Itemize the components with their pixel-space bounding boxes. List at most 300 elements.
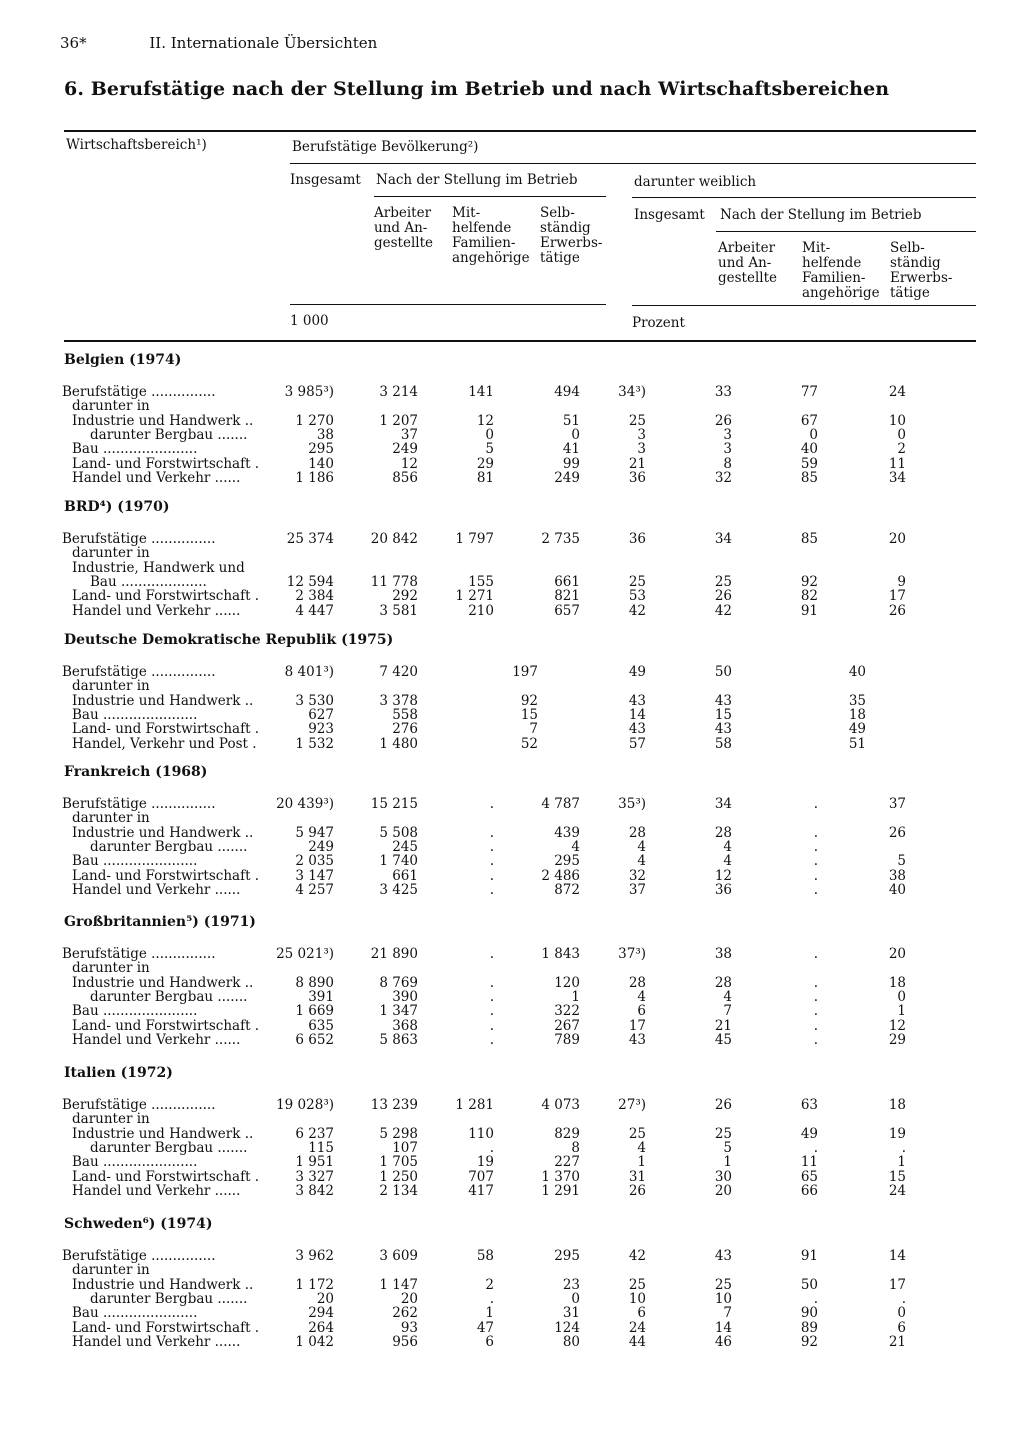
cell-c6: 58	[714, 736, 732, 752]
cell-c7: 91	[800, 603, 818, 619]
row-label: Land- und Forstwirtschaft .	[72, 588, 260, 604]
col-insgesamt: Insgesamt	[290, 172, 361, 188]
cell-c2: 3 425	[379, 882, 418, 898]
row-label: Industrie und Handwerk ..	[72, 825, 254, 841]
table-row	[0, 722, 1024, 736]
table-row	[0, 1141, 1024, 1155]
cell-c5: 4	[637, 853, 646, 869]
cell-c2: 5 508	[379, 825, 418, 841]
cell-c1: 3 842	[295, 1183, 334, 1199]
row-label: Bau ......................	[72, 1305, 198, 1321]
section-heading: Schweden⁶) (1974)	[64, 1216, 213, 1232]
row-label: Handel und Verkehr ......	[72, 470, 241, 486]
cell-c7: .	[813, 868, 818, 884]
cell-c1: 2 035	[295, 853, 334, 869]
cell-c5: 17	[628, 1018, 646, 1034]
cell-c78: 18	[848, 707, 866, 723]
cell-c2: 661	[392, 868, 418, 884]
cell-c7: 85	[800, 531, 818, 547]
cell-c8: 38	[888, 868, 906, 884]
cell-c3: .	[489, 882, 494, 898]
cell-c3: 155	[468, 574, 494, 590]
row-label: darunter in	[72, 678, 150, 694]
section-heading: Großbritannien⁵) (1971)	[64, 914, 256, 930]
table-row	[0, 1263, 1024, 1277]
table-row	[0, 869, 1024, 883]
col-wirtschaftsbereich: Wirtschaftsbereich¹)	[66, 137, 207, 153]
cell-c2: 1 207	[379, 413, 418, 429]
row-label: Berufstätige ...............	[62, 664, 216, 680]
cell-c4: 295	[554, 853, 580, 869]
table-row	[0, 561, 1024, 575]
cell-c8: 10	[888, 413, 906, 429]
cell-c3: .	[489, 1003, 494, 1019]
cell-c7: .	[813, 853, 818, 869]
cell-c7: 85	[800, 470, 818, 486]
cell-c1: 8 401³)	[284, 664, 334, 680]
cell-c3: 110	[468, 1126, 494, 1142]
table-row	[0, 1112, 1024, 1126]
cell-c7: .	[813, 946, 818, 962]
cell-c4: 295	[554, 1248, 580, 1264]
cell-c2: 368	[392, 1018, 418, 1034]
rule-under-nach-weiblich	[716, 231, 976, 232]
table-row	[0, 694, 1024, 708]
cell-c3: 5	[485, 441, 494, 457]
cell-c4: 51	[562, 413, 580, 429]
cell-c5: 25	[628, 574, 646, 590]
row-label: darunter Bergbau .......	[90, 1140, 248, 1156]
cell-c8: 29	[888, 1032, 906, 1048]
cell-c5: 10	[628, 1291, 646, 1307]
cell-c1: 1 532	[295, 736, 334, 752]
cell-c7: 77	[800, 384, 818, 400]
cell-c4: 249	[554, 470, 580, 486]
cell-c6: 26	[714, 588, 732, 604]
table-row	[0, 826, 1024, 840]
cell-c2: 15 215	[370, 796, 418, 812]
cell-c4: 2 486	[541, 868, 580, 884]
cell-c3: .	[489, 1291, 494, 1307]
cell-c5: 14	[628, 707, 646, 723]
cell-c7: 63	[800, 1097, 818, 1113]
row-label: Berufstätige ...............	[62, 384, 216, 400]
cell-c6: 1	[723, 1154, 732, 1170]
row-label: Bau ......................	[72, 1154, 198, 1170]
table-row	[0, 1335, 1024, 1349]
cell-c6: 4	[723, 853, 732, 869]
cell-c1: 3 962	[295, 1248, 334, 1264]
cell-c2: 262	[392, 1305, 418, 1321]
cell-c7: .	[813, 796, 818, 812]
cell-c5: 44	[628, 1334, 646, 1350]
cell-c2: 2 134	[379, 1183, 418, 1199]
row-label: Berufstätige ...............	[62, 946, 216, 962]
cell-c1: 19 028³)	[276, 1097, 334, 1113]
table-row	[0, 1278, 1024, 1292]
table-row	[0, 1170, 1024, 1184]
cell-c6: 3	[723, 441, 732, 457]
cell-c4: 1	[571, 989, 580, 1005]
cell-c3: .	[489, 839, 494, 855]
cell-c8: 17	[888, 588, 906, 604]
row-label: Handel und Verkehr ......	[72, 1183, 241, 1199]
cell-c6: 34	[714, 531, 732, 547]
cell-c2: 3 609	[379, 1248, 418, 1264]
table-row	[0, 399, 1024, 413]
row-label: Land- und Forstwirtschaft .	[72, 1018, 260, 1034]
cell-c2: 1 250	[379, 1169, 418, 1185]
col-mithelfende-weiblich: Mit- helfende Familien- angehörige	[802, 240, 880, 301]
cell-c8: 37	[888, 796, 906, 812]
table-row	[0, 990, 1024, 1004]
cell-c8: 0	[897, 989, 906, 1005]
cell-c1: 2 384	[295, 588, 334, 604]
cell-c8: 0	[897, 1305, 906, 1321]
cell-c3: 707	[468, 1169, 494, 1185]
row-label: Industrie und Handwerk ..	[72, 1126, 254, 1142]
cell-c3: 1 271	[455, 588, 494, 604]
cell-c6: 8	[723, 456, 732, 472]
cell-c4: 0	[571, 427, 580, 443]
cell-c1: 1 669	[295, 1003, 334, 1019]
cell-c4: 821	[554, 588, 580, 604]
cell-c34: 92	[520, 693, 538, 709]
cell-c7: .	[813, 1291, 818, 1307]
cell-c3: .	[489, 1140, 494, 1156]
cell-c7: 11	[800, 1154, 818, 1170]
cell-c5: 34³)	[618, 384, 646, 400]
row-label: darunter Bergbau .......	[90, 839, 248, 855]
cell-c5: 4	[637, 839, 646, 855]
table-row	[0, 1098, 1024, 1112]
cell-c3: .	[489, 825, 494, 841]
table-row	[0, 1184, 1024, 1198]
col-arbeiter-weiblich: Arbeiter und An- gestellte	[718, 240, 778, 286]
table-row	[0, 604, 1024, 618]
col-arbeiter: Arbeiter und An- gestellte	[374, 205, 434, 251]
cell-c3: 210	[468, 603, 494, 619]
cell-c2: 558	[392, 707, 418, 723]
row-label: Berufstätige ...............	[62, 796, 216, 812]
table-row	[0, 737, 1024, 751]
table-row	[0, 1249, 1024, 1263]
cell-c8: 17	[888, 1277, 906, 1293]
cell-c7: 50	[800, 1277, 818, 1293]
cell-c2: 1 147	[379, 1277, 418, 1293]
cell-c4: 1 291	[541, 1183, 580, 1199]
cell-c6: 43	[714, 1248, 732, 1264]
table-row	[0, 457, 1024, 471]
row-label: Industrie und Handwerk ..	[72, 413, 254, 429]
cell-c5: 43	[628, 1032, 646, 1048]
cell-c8: 26	[888, 825, 906, 841]
cell-c8: .	[901, 1291, 906, 1307]
table-row	[0, 854, 1024, 868]
row-label: Bau ....................	[90, 574, 207, 590]
cell-c6: 25	[714, 1126, 732, 1142]
row-label: Handel und Verkehr ......	[72, 1334, 241, 1350]
cell-c3: 19	[476, 1154, 494, 1170]
cell-c4: 41	[562, 441, 580, 457]
col-mithelfende: Mit- helfende Familien- angehörige	[452, 205, 530, 266]
cell-c5: 43	[628, 721, 646, 737]
unit-percent: Prozent	[632, 315, 685, 331]
col-nach-stellung-weiblich: Nach der Stellung im Betrieb	[720, 207, 922, 223]
cell-c5: 36	[628, 531, 646, 547]
cell-c5: 28	[628, 975, 646, 991]
cell-c6: 25	[714, 574, 732, 590]
cell-c5: 43	[628, 693, 646, 709]
table-row	[0, 1321, 1024, 1335]
cell-c78: 40	[848, 664, 866, 680]
cell-c1: 38	[316, 427, 334, 443]
row-label: Handel und Verkehr ......	[72, 603, 241, 619]
cell-c4: 829	[554, 1126, 580, 1142]
cell-c2: 1 705	[379, 1154, 418, 1170]
rule-under-nach	[374, 196, 606, 197]
cell-c7: .	[813, 1032, 818, 1048]
row-label: Handel, Verkehr und Post .	[72, 736, 257, 752]
cell-c8: 15	[888, 1169, 906, 1185]
cell-c34: 52	[520, 736, 538, 752]
cell-c5: 32	[628, 868, 646, 884]
cell-c2: 37	[400, 427, 418, 443]
cell-c4: 1 843	[541, 946, 580, 962]
cell-c2: 7 420	[379, 664, 418, 680]
row-label: Bau ......................	[72, 441, 198, 457]
cell-c3: .	[489, 1032, 494, 1048]
cell-c6: 7	[723, 1305, 732, 1321]
cell-c8: 24	[888, 1183, 906, 1199]
unit-thousand: 1 000	[290, 313, 329, 329]
top-rule	[64, 130, 976, 132]
cell-c7: .	[813, 1018, 818, 1034]
table-row	[0, 1292, 1024, 1306]
cell-c1: 295	[308, 441, 334, 457]
row-label: Berufstätige ...............	[62, 1097, 216, 1113]
table-row	[0, 532, 1024, 546]
cell-c2: 249	[392, 441, 418, 457]
table-row	[0, 665, 1024, 679]
cell-c4: 267	[554, 1018, 580, 1034]
cell-c6: 32	[714, 470, 732, 486]
table-row	[0, 1155, 1024, 1169]
cell-c1: 391	[308, 989, 334, 1005]
cell-c2: 1 347	[379, 1003, 418, 1019]
cell-c8: 21	[888, 1334, 906, 1350]
cell-c5: 31	[628, 1169, 646, 1185]
table-row	[0, 471, 1024, 485]
cell-c5: 35³)	[618, 796, 646, 812]
cell-c5: 53	[628, 588, 646, 604]
cell-c5: 28	[628, 825, 646, 841]
cell-c1: 923	[308, 721, 334, 737]
cell-c1: 4 257	[295, 882, 334, 898]
cell-c3: 47	[476, 1320, 494, 1336]
cell-c5: 1	[637, 1154, 646, 1170]
rule-left-block	[290, 304, 606, 305]
cell-c7: 65	[800, 1169, 818, 1185]
section-title: II. Internationale Übersichten	[149, 34, 378, 52]
cell-c2: 390	[392, 989, 418, 1005]
cell-c2: 11 778	[370, 574, 418, 590]
table-row	[0, 546, 1024, 560]
cell-c1: 3 327	[295, 1169, 334, 1185]
cell-c6: 42	[714, 603, 732, 619]
cell-c6: 25	[714, 1277, 732, 1293]
table-row	[0, 976, 1024, 990]
row-label: darunter in	[72, 398, 150, 414]
row-label: Industrie und Handwerk ..	[72, 693, 254, 709]
cell-c8: 26	[888, 603, 906, 619]
table-row	[0, 961, 1024, 975]
cell-c3: 6	[485, 1334, 494, 1350]
cell-c8: 5	[897, 853, 906, 869]
row-label: Handel und Verkehr ......	[72, 1032, 241, 1048]
cell-c8: 1	[897, 1003, 906, 1019]
cell-c1: 249	[308, 839, 334, 855]
cell-c5: 42	[628, 603, 646, 619]
cell-c8: 14	[888, 1248, 906, 1264]
rule-under-weiblich	[632, 197, 976, 198]
cell-c5: 27³)	[618, 1097, 646, 1113]
cell-c6: 34	[714, 796, 732, 812]
cell-c3: .	[489, 975, 494, 991]
cell-c4: 439	[554, 825, 580, 841]
cell-c2: 3 378	[379, 693, 418, 709]
cell-c4: 657	[554, 603, 580, 619]
table-row	[0, 428, 1024, 442]
cell-c5: 49	[628, 664, 646, 680]
cell-c7: 0	[809, 427, 818, 443]
row-label: Bau ......................	[72, 707, 198, 723]
cell-c3: .	[489, 946, 494, 962]
table-row	[0, 414, 1024, 428]
cell-c7: .	[813, 825, 818, 841]
cell-c2: 956	[392, 1334, 418, 1350]
cell-c6: 5	[723, 1140, 732, 1156]
cell-c2: 20	[400, 1291, 418, 1307]
cell-c6: 46	[714, 1334, 732, 1350]
cell-c2: 3 581	[379, 603, 418, 619]
cell-c4: 2 735	[541, 531, 580, 547]
cell-c6: 4	[723, 839, 732, 855]
cell-c8: 11	[888, 456, 906, 472]
cell-c4: 1 370	[541, 1169, 580, 1185]
cell-c8: 1	[897, 1154, 906, 1170]
cell-c4: 99	[562, 456, 580, 472]
cell-c5: 4	[637, 989, 646, 1005]
table-title: 6. Berufstätige nach der Stellung im Betrieb und nach Wirtschaftsbereichen	[64, 78, 890, 100]
table-row	[0, 883, 1024, 897]
cell-c1: 20	[316, 1291, 334, 1307]
cell-c2: 1 480	[379, 736, 418, 752]
table-row	[0, 1019, 1024, 1033]
cell-c7: 82	[800, 588, 818, 604]
cell-c1: 8 890	[295, 975, 334, 991]
cell-c3: .	[489, 1018, 494, 1034]
cell-c8: 18	[888, 1097, 906, 1113]
cell-c7: .	[813, 1140, 818, 1156]
cell-c5: 3	[637, 441, 646, 457]
cell-c2: 1 740	[379, 853, 418, 869]
table-row	[0, 708, 1024, 722]
cell-c5: 37³)	[618, 946, 646, 962]
table-row	[0, 442, 1024, 456]
table-row	[0, 589, 1024, 603]
cell-c1: 6 652	[295, 1032, 334, 1048]
cell-c5: 36	[628, 470, 646, 486]
cell-c2: 21 890	[370, 946, 418, 962]
table-row	[0, 840, 1024, 854]
cell-c2: 245	[392, 839, 418, 855]
cell-c6: 15	[714, 707, 732, 723]
cell-c8: 2	[897, 441, 906, 457]
col-insgesamt-weiblich: Insgesamt	[634, 207, 705, 223]
cell-c6: 26	[714, 413, 732, 429]
rule-right-block	[632, 305, 976, 306]
cell-c78: 35	[848, 693, 866, 709]
cell-c6: 43	[714, 721, 732, 737]
cell-c1: 635	[308, 1018, 334, 1034]
cell-c8: 20	[888, 946, 906, 962]
cell-c7: 66	[800, 1183, 818, 1199]
cell-c4: 23	[562, 1277, 580, 1293]
cell-c34: 197	[512, 664, 538, 680]
cell-c3: .	[489, 853, 494, 869]
row-label: Industrie, Handwerk und	[72, 560, 245, 576]
cell-c3: 417	[468, 1183, 494, 1199]
cell-c3: 81	[476, 470, 494, 486]
row-label: Berufstätige ...............	[62, 531, 216, 547]
cell-c4: 4	[571, 839, 580, 855]
cell-c2: 93	[400, 1320, 418, 1336]
col-selbstaendig-weiblich: Selb- ständig Erwerbs- tätige	[890, 240, 953, 301]
cell-c2: 8 769	[379, 975, 418, 991]
row-label: Land- und Forstwirtschaft .	[72, 1169, 260, 1185]
cell-c5: 21	[628, 456, 646, 472]
cell-c2: 13 239	[370, 1097, 418, 1113]
cell-c4: 0	[571, 1291, 580, 1307]
cell-c7: 40	[800, 441, 818, 457]
table-row	[0, 797, 1024, 811]
cell-c7: 89	[800, 1320, 818, 1336]
cell-c2: 107	[392, 1140, 418, 1156]
cell-c1: 140	[308, 456, 334, 472]
cell-c6: 20	[714, 1183, 732, 1199]
cell-c4: 227	[554, 1154, 580, 1170]
cell-c3: 1 797	[455, 531, 494, 547]
cell-c2: 20 842	[370, 531, 418, 547]
row-label: darunter in	[72, 1262, 150, 1278]
row-label: Land- und Forstwirtschaft .	[72, 721, 260, 737]
cell-c5: 25	[628, 1126, 646, 1142]
table-row	[0, 385, 1024, 399]
cell-c4: 322	[554, 1003, 580, 1019]
cell-c4: 494	[554, 384, 580, 400]
section-heading: Italien (1972)	[64, 1065, 173, 1081]
cell-c5: 37	[628, 882, 646, 898]
cell-c3: 0	[485, 427, 494, 443]
cell-c1: 25 021³)	[276, 946, 334, 962]
cell-c2: 276	[392, 721, 418, 737]
cell-c6: 43	[714, 693, 732, 709]
cell-c8: 9	[897, 574, 906, 590]
cell-c1: 294	[308, 1305, 334, 1321]
header-bottom-rule	[64, 340, 976, 342]
cell-c7: 67	[800, 413, 818, 429]
